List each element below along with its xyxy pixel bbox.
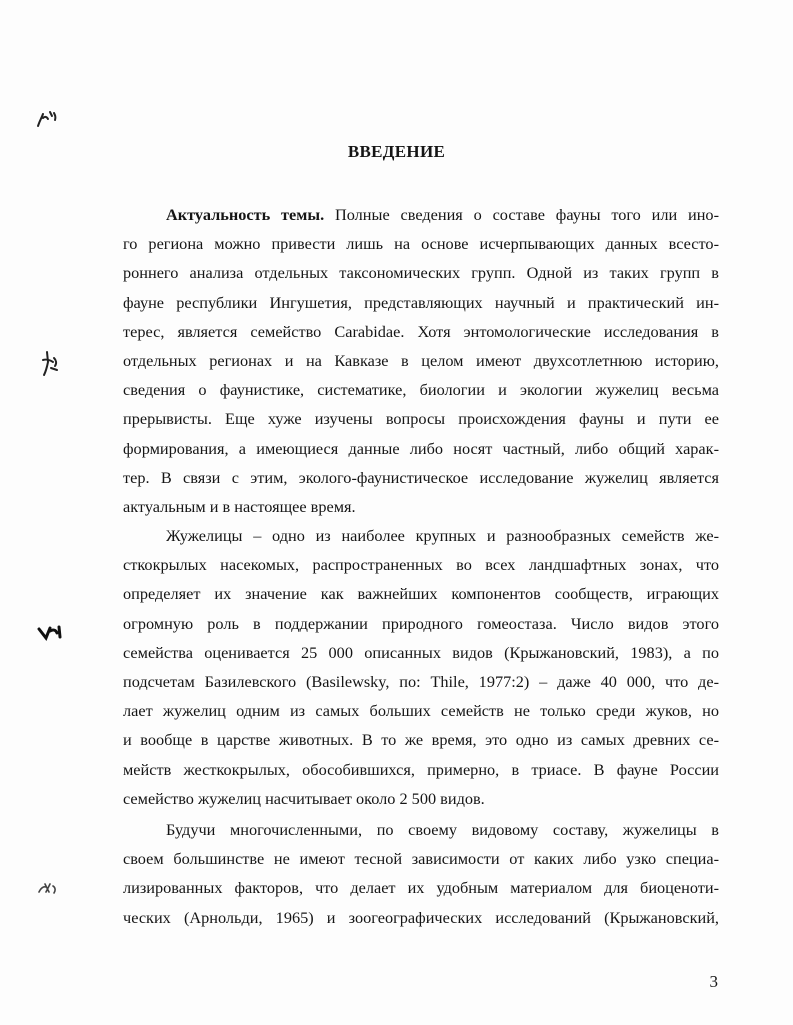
- paragraph-line: терес, является семейство Carabidae. Хотя энтомологические исследования в: [123, 321, 719, 341]
- page-title: ВВЕДЕНИЕ: [347, 142, 446, 161]
- paragraph-line: семейства оценивается 25 000 описанных видов (Крыжановский, 1983), а по: [123, 642, 719, 662]
- paragraph-line: огромную роль в поддержании природного гомеостаза. Число видов этого: [123, 613, 719, 633]
- paragraph-line: прерывисты. Еще хуже изучены вопросы происхождения фауны и пути ее: [123, 409, 719, 429]
- paragraph-line: го региона можно привести лишь на основе исчерпывающих данных всесто-: [123, 234, 719, 254]
- paragraph-line: роннего анализа отдельных таксономических групп. Одной из таких групп в: [123, 263, 719, 283]
- paragraph-line: сведения о фаунистике, систематике, биологии и экологии жужелиц весьма: [123, 380, 719, 400]
- paragraph-line: семейство жужелиц насчитывает около 2 500 видов.: [123, 788, 485, 808]
- paragraph-line: тер. В связи с этим, эколого-фаунистическое исследование жужелиц является: [123, 467, 719, 487]
- paragraph-line: и вообще в царстве животных. В то же время, это одно из самых древних се-: [123, 730, 719, 750]
- margin-mark-4-icon: [34, 878, 64, 898]
- body-text: [123, 200, 719, 932]
- paragraph-line: Жужелицы – одно из наиболее крупных и разнообразных семейств же-: [166, 526, 719, 546]
- paragraph-line: своем большинстве не имеют тесной зависимости от каких либо узко специа-: [123, 849, 719, 869]
- paragraph-line: ческих (Арнольди, 1965) и зоогеографических исследований (Крыжановский,: [123, 907, 719, 927]
- paragraph-line: отдельных регионах и на Кавказе в целом имеют двухсотлетнюю историю,: [123, 350, 719, 370]
- paragraph-line: Будучи многочисленными, по своему видовому составу, жужелицы в: [166, 819, 719, 839]
- paragraph-line: формирования, а имеющиеся данные либо носят частный, либо общий харак-: [123, 438, 719, 458]
- paragraph-line: сткокрылых насекомых, распространенных во всех ландшафтных зонах, что: [123, 555, 719, 575]
- lead-phrase: Актуальность темы.: [166, 205, 325, 224]
- margin-mark-3-icon: [36, 623, 66, 643]
- paragraph-line: актуальным и в настоящее время.: [123, 496, 356, 516]
- paragraph-line: лает жужелиц одним из самых больших семейств не только среди жуков, но: [123, 701, 719, 721]
- paragraph-line: Актуальность темы. Полные сведения о составе фауны того или ино-: [166, 205, 719, 224]
- paragraph-line: мейств жесткокрылых, обособившихся, примерно, в триасе. В фауне России: [123, 759, 719, 779]
- page-number: 3: [709, 972, 718, 991]
- margin-mark-2-icon: [37, 348, 65, 378]
- margin-mark-1-icon: [34, 108, 64, 130]
- paragraph-line: фауне республики Ингушетия, представляющих научный и практический ин-: [123, 292, 719, 312]
- paragraph-line: определяет их значение как важнейших компонентов сообществ, играющих: [123, 584, 719, 604]
- paragraph-line: подсчетам Базилевского (Basilewsky, по: Thile, 1977:2) – даже 40 000, что де-: [123, 672, 719, 691]
- paragraph-line: лизированных факторов, что делает их удобным материалом для биоценоти-: [123, 878, 719, 898]
